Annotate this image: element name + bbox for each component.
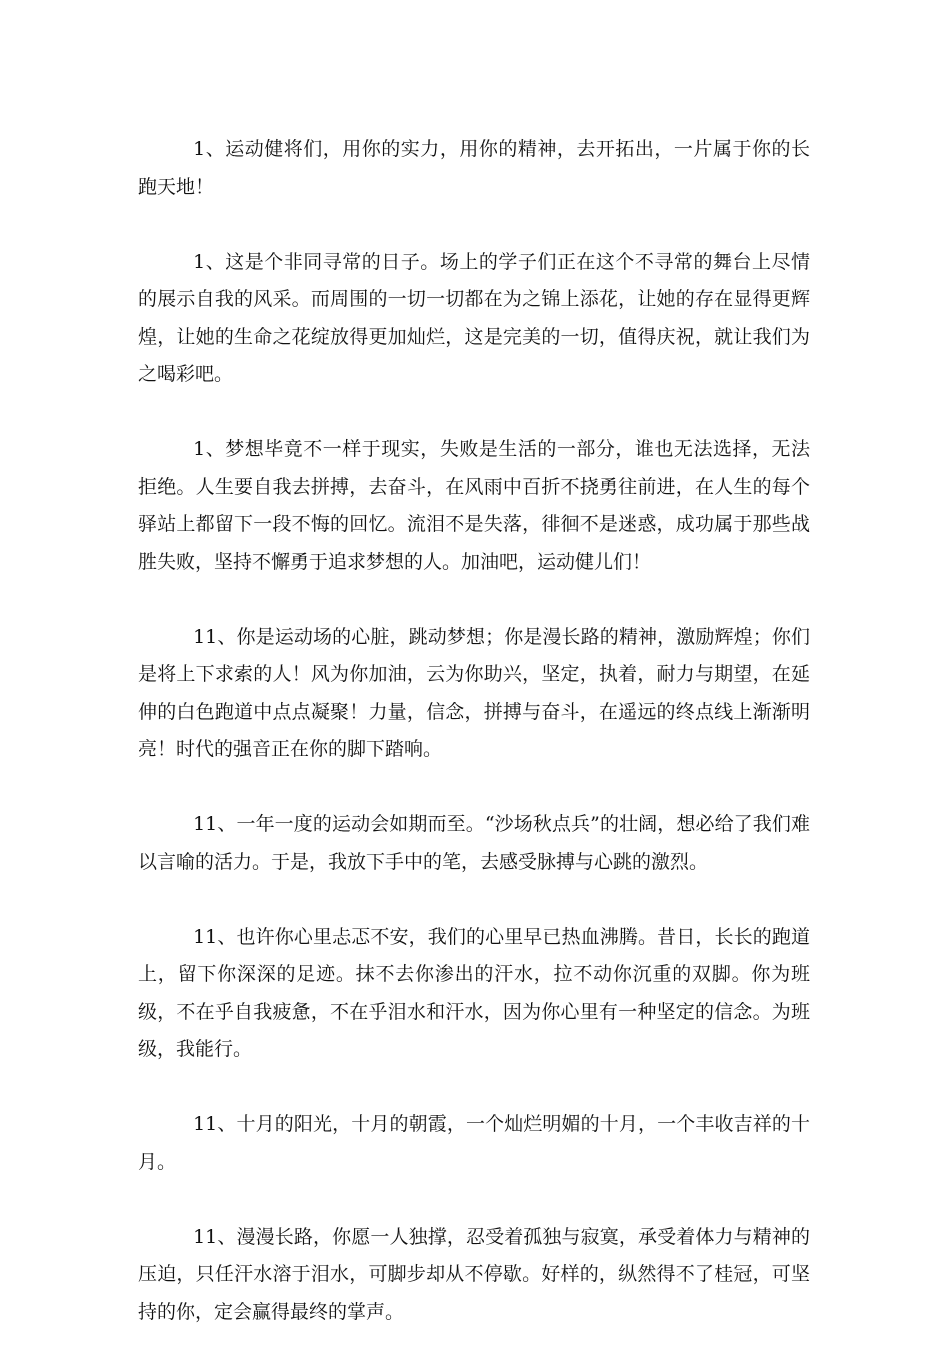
paragraph-5: 11、一年一度的运动会如期而至。“沙场秋点兵”的壮阔，想必给了我们难以言喻的活力。于是，我放下手中的笔，去感受脉搏与心跳的激烈。 (138, 813, 810, 873)
paragraph-3: 1、梦想毕竟不一样于现实，失败是生活的一部分，谁也无法选择，无法拒绝。人生要自我去拼搏，去奋斗，在风雨中百折不挠勇往前进，在人生的每个驿站上都留下一段不悔的回忆。流泪不是失落，徘徊不是迷惑，成功属于那些战胜失败，坚持不懈勇于追求梦想的人。加油吧，运动健儿们！ (138, 438, 810, 573)
paragraph-2: 1、这是个非同寻常的日子。场上的学子们正在这个不寻常的舞台上尽情的展示自我的风采。而周围的一切一切都在为之锦上添花，让她的存在显得更辉煌，让她的生命之花绽放得更加灿烂，这是完美的一切，值得庆祝，就让我们为之喝彩吧。 (138, 250, 810, 385)
paragraph-4: 11、你是运动场的心脏，跳动梦想；你是漫长路的精神，激励辉煌；你们是将上下求索的人！风为你加油，云为你助兴，坚定，执着，耐力与期望，在延伸的白色跑道中点点凝聚！力量，信念，拼搏与奋斗，在遥远的终点线上渐渐明亮！时代的强音正在你的脚下踏响。 (138, 625, 810, 760)
paragraph-7: 11、十月的阳光，十月的朝霞，一个灿烂明媚的十月，一个丰收吉祥的十月。 (138, 1113, 810, 1173)
paragraph-1: 1、运动健将们，用你的实力，用你的精神，去开拓出，一片属于你的长跑天地！ (138, 138, 810, 198)
document-page (138, 131, 810, 1369)
paragraph-6: 11、也许你心里忐忑不安，我们的心里早已热血沸腾。昔日，长长的跑道上，留下你深深的足迹。抹不去你渗出的汗水，拉不动你沉重的双脚。你为班级，不在乎自我疲惫，不在乎泪水和汗水，因为你心里有一种坚定的信念。为班级，我能行。 (138, 925, 810, 1060)
paragraph-8: 11、漫漫长路，你愿一人独撑，忍受着孤独与寂寞，承受着体力与精神的压迫，只任汗水溶于泪水，可脚步却从不停歇。好样的，纵然得不了桂冠，可坚持的你，定会赢得最终的掌声。 (138, 1225, 810, 1323)
